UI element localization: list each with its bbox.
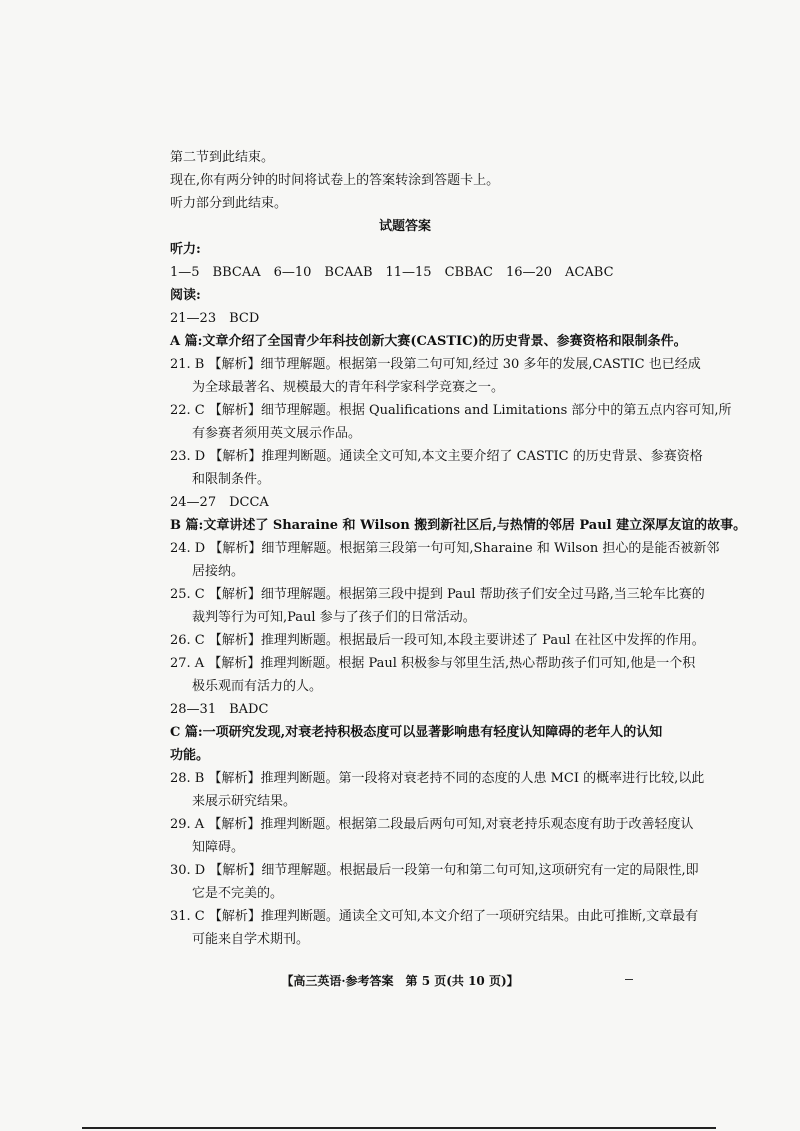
answer-range: 24—27 DCCA (170, 495, 269, 510)
listening-answers: 1—5 BBCAA 6—10 BCAAB 11—15 CBBAC 16—20 ACABC (170, 265, 614, 280)
explanation-line: 居接纳。 (192, 564, 245, 579)
answer-explanation (170, 767, 705, 813)
explanation-line: 23. D 【解析】推理判断题。通读全文可知,本文主要介绍了 CASTIC 的历史背景、参赛资格 (170, 449, 703, 464)
explanation-line: 知障碍。 (192, 840, 245, 855)
explanation-line: 裁判等行为可知,Paul 参与了孩子们的日常活动。 (192, 610, 476, 625)
explanation-line: 它是不完美的。 (192, 886, 284, 901)
explanation-line: 27. A 【解析】推理判断题。根据 Paul 积极参与邻里生活,热心帮助孩子们可知,他是一个积 (170, 656, 696, 671)
answer-explanation (170, 905, 699, 951)
explanation-line: 29. A 【解析】推理判断题。根据第二段最后两句可知,对衰老持乐观态度有助于改善轻度认 (170, 817, 694, 832)
answer-range: 28—31 BADC (170, 702, 269, 717)
explanation-line: 21. B 【解析】细节理解题。根据第一段第二句可知,经过 30 多年的发展,CASTIC 也已经成 (170, 357, 701, 372)
explanation-line: 31. C 【解析】推理判断题。通读全文可知,本文介绍了一项研究结果。由此可推断,文章最有 (170, 909, 699, 924)
bottom-rule (82, 1127, 716, 1129)
section-title: 试题答案 (378, 219, 431, 234)
answer-explanation (170, 583, 705, 629)
explanation-line: 26. C 【解析】推理判断题。根据最后一段可知,本段主要讲述了 Paul 在社区中发挥的作用。 (170, 633, 705, 648)
explanation-line: 22. C 【解析】细节理解题。根据 Qualifications and Limitations 部分中的第五点内容可知,所 (170, 403, 732, 418)
explanation-line: 有参赛者须用英文展示作品。 (192, 426, 362, 441)
explanation-line: 为全球最著名、规模最大的青年科学家科学竞赛之一。 (192, 380, 505, 395)
answer-content (170, 146, 747, 951)
explanation-line: 28. B 【解析】推理判断题。第一段将对衰老持不同的态度的人患 MCI 的概率进行比较,以此 (170, 771, 705, 786)
intro-line: 第二节到此结束。 (170, 150, 275, 165)
answer-explanation (170, 859, 699, 905)
answer-explanation (170, 445, 703, 491)
explanation-line: 极乐观而有活力的人。 (192, 679, 323, 694)
answer-explanation (170, 629, 705, 652)
footer-dash (625, 979, 633, 980)
answer-explanation (170, 353, 701, 399)
explanation-line: 可能来自学术期刊。 (192, 932, 310, 947)
explanation-line: 来展示研究结果。 (192, 794, 297, 809)
explanation-line: 和限制条件。 (192, 472, 271, 487)
answer-range: 21—23 BCD (170, 311, 260, 326)
intro-line: 听力部分到此结束。 (170, 196, 288, 211)
page-footer: 【高三英语·参考答案 第 5 页(共 10 页)】 (281, 974, 519, 988)
answer-explanation (170, 652, 696, 698)
explanation-line: 24. D 【解析】细节理解题。根据第三段第一句可知,Sharaine 和 Wilson 担心的是能否被新邻 (170, 541, 720, 556)
reading-label: 阅读: (170, 288, 201, 303)
passage-summary: C 篇:一项研究发现,对衰老持积极态度可以显著影响患有轻度认知障碍的老年人的认知 (170, 725, 663, 740)
answer-explanation (170, 399, 732, 445)
explanation-line: 30. D 【解析】细节理解题。根据最后一段第一句和第二句可知,这项研究有一定的局限性,即 (170, 863, 699, 878)
passage-summary: B 篇:文章讲述了 Sharaine 和 Wilson 搬到新社区后,与热情的邻居 Paul 建立深厚友谊的故事。 (170, 518, 747, 533)
explanation-line: 25. C 【解析】细节理解题。根据第三段中提到 Paul 帮助孩子们安全过马路,当三轮车比赛的 (170, 587, 705, 602)
listening-label: 听力: (170, 242, 201, 257)
answer-explanation (170, 537, 720, 583)
passage-summary: A 篇:文章介绍了全国青少年科技创新大赛(CASTIC)的历史背景、参赛资格和限制条件。 (170, 334, 687, 349)
passage-summary-cont: 功能。 (170, 748, 210, 763)
intro-line: 现在,你有两分钟的时间将试卷上的答案转涂到答题卡上。 (170, 173, 500, 188)
answer-explanation (170, 813, 694, 859)
